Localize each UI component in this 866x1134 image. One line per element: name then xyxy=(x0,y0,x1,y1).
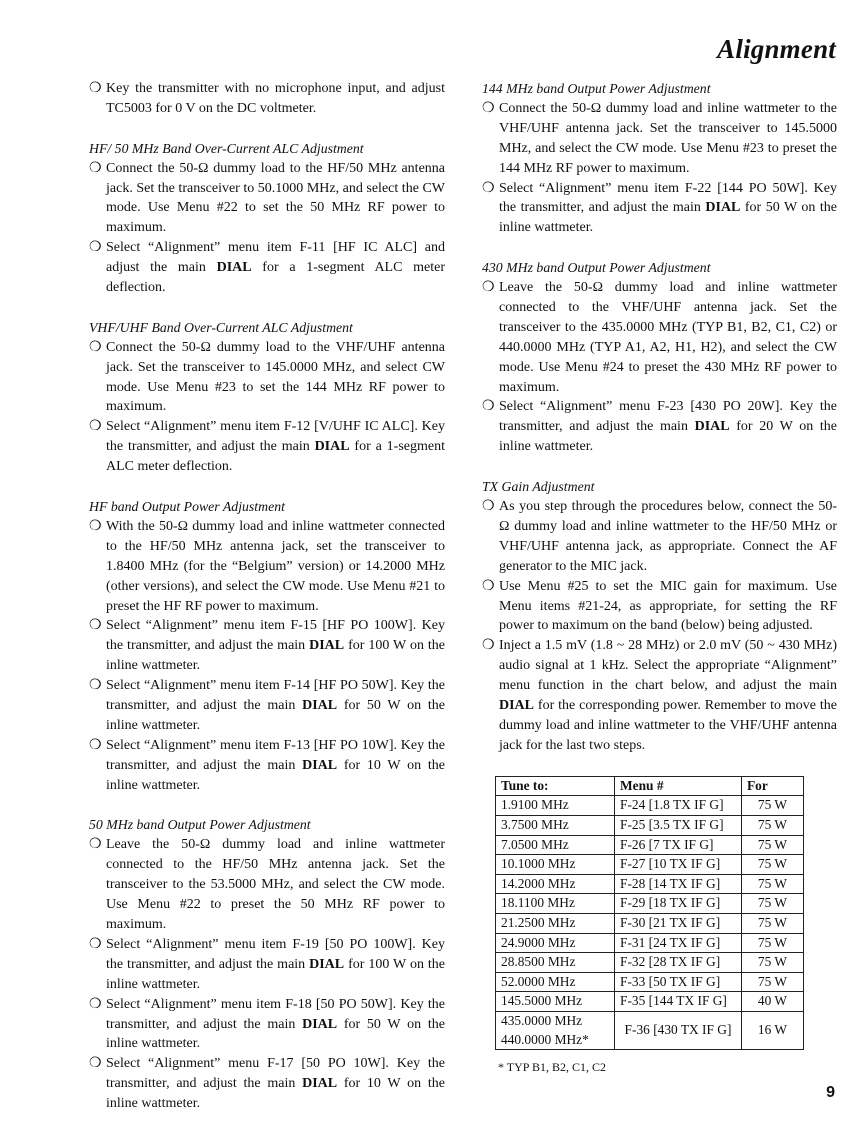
circle-bullet-icon: ❍ xyxy=(89,618,102,634)
list-item xyxy=(482,397,837,457)
cell-tune-line: 440.0000 MHz* xyxy=(501,1031,589,1047)
list-item xyxy=(89,517,445,617)
cell-for: 75 W xyxy=(742,933,804,953)
list-item-text xyxy=(499,179,837,239)
list-item xyxy=(89,676,445,736)
list-item-text xyxy=(499,577,837,637)
list-item-text xyxy=(106,835,445,935)
table-row xyxy=(496,1011,804,1049)
list-item xyxy=(89,835,445,935)
page-title: Alignment xyxy=(717,34,836,64)
cell-menu: F-28 [14 TX IF G] xyxy=(615,874,742,894)
list-item xyxy=(482,497,837,577)
cell-menu: F-26 [7 TX IF G] xyxy=(615,835,742,855)
table-row xyxy=(496,992,804,1012)
table-header-row xyxy=(496,776,804,796)
list-item-text xyxy=(499,397,837,457)
section-heading: 50 MHz band Output Power Adjustment xyxy=(89,817,311,833)
circle-bullet-icon: ❍ xyxy=(482,499,495,514)
list-item xyxy=(89,616,445,676)
text-segment: Select “Alignment” menu item F-22 [144 PO 50W]. Key the transmitter, and adjust the main xyxy=(499,180,837,216)
text-segment: Leave the 50-Ω dummy load and inline wattmeter connected to the VHF/UHF antenna jack. Set the transceiver to the 435.0000 MHz (TYP B1, B2, C1, C2) or 440.0000 MHz (TYP A1, A2, H1, H2), and select the CW mode. Use Menu #24 to preset the 430 MHz RF power to maximum. xyxy=(499,280,837,395)
circle-bullet-icon: ❍ xyxy=(89,678,102,694)
list-item xyxy=(89,159,445,239)
cell-for: 75 W xyxy=(742,913,804,933)
text-segment: Select “Alignment” menu item F-12 [V/UHF IC ALC]. Key the transmitter, and adjust the main xyxy=(106,419,445,455)
table-body xyxy=(496,796,804,1050)
cell-menu: F-32 [28 TX IF G] xyxy=(615,953,742,973)
list-item xyxy=(482,179,837,239)
circle-bullet-icon: ❍ xyxy=(482,100,495,116)
text-segment: for 50 W on the inline wattmeter. xyxy=(106,698,445,733)
section-heading: HF band Output Power Adjustment xyxy=(89,498,285,514)
section-heading: 144 MHz band Output Power Adjustment xyxy=(482,81,711,96)
table-row xyxy=(496,913,804,933)
text-segment: As you step through the procedures below, connect the 50-Ω dummy load and inline wattmeter to the HF/50 MHz or VHF/UHF antenna jack, as appropriate. Connect the AF generator to the MIC jack. xyxy=(499,499,837,574)
circle-bullet-icon: ❍ xyxy=(89,936,102,952)
list-item-text xyxy=(499,278,837,397)
section-intro xyxy=(89,79,445,119)
bold-term: DIAL xyxy=(499,698,535,714)
text-segment: Connect the 50-Ω dummy load to the VHF/UHF antenna jack. Set the transceiver to 145.0000 MHz, and select CW mode. Use Menu #23 to set the 144 MHz RF power to maximum. xyxy=(106,339,445,415)
circle-bullet-icon: ❍ xyxy=(482,578,495,594)
circle-bullet-icon: ❍ xyxy=(89,737,102,753)
list-item xyxy=(482,278,837,397)
circle-bullet-icon: ❍ xyxy=(482,638,495,654)
tx-gain-table xyxy=(495,776,804,1050)
bold-term: DIAL xyxy=(694,419,730,435)
cell-menu: F-36 [430 TX IF G] xyxy=(615,1011,742,1049)
list-item xyxy=(89,995,445,1055)
left-column xyxy=(89,79,445,1134)
bold-term: DIAL xyxy=(302,698,338,714)
list-item-text xyxy=(106,676,445,736)
section-heading: TX Gain Adjustment xyxy=(482,479,595,495)
cell-for: 75 W xyxy=(742,815,804,835)
table-row xyxy=(496,855,804,875)
cell-menu: F-27 [10 TX IF G] xyxy=(615,855,742,875)
text-segment: for 100 W on the inline wattmeter. xyxy=(106,638,445,674)
section-hf-power xyxy=(89,497,445,796)
bold-term: DIAL xyxy=(216,260,252,276)
bold-term: DIAL xyxy=(302,1016,338,1032)
bold-term: DIAL xyxy=(309,956,345,972)
circle-bullet-icon: ❍ xyxy=(89,837,102,853)
cell-tune: 145.5000 MHz xyxy=(496,992,615,1012)
section-144mhz-power xyxy=(482,79,837,238)
cell-tune: 3.7500 MHz xyxy=(496,815,615,835)
cell-menu: F-30 [21 TX IF G] xyxy=(615,913,742,933)
cell-tune: 21.2500 MHz xyxy=(496,913,615,933)
text-segment: for 10 W on the inline wattmeter. xyxy=(106,1076,445,1112)
text-segment: Leave the 50-Ω dummy load and inline wattmeter connected to the HF/50 MHz antenna jack. Set the transceiver to the 53.5000 MHz, and select the CW mode. Use Menu #22 to preset the 50 MHz RF power to maximum. xyxy=(106,837,445,932)
header-menu: Menu # xyxy=(615,776,742,796)
bold-term: DIAL xyxy=(705,200,741,216)
cell-tune: 24.9000 MHz xyxy=(496,933,615,953)
table-footnote: * TYP B1, B2, C1, C2 xyxy=(498,1060,607,1075)
cell-tune: 18.1100 MHz xyxy=(496,894,615,914)
list-item-text xyxy=(106,517,445,617)
list-item-text xyxy=(106,1054,445,1114)
table-row xyxy=(496,796,804,816)
list-item-text xyxy=(106,417,445,477)
text-segment: Connect the 50-Ω dummy load and inline wattmeter to the VHF/UHF antenna jack. Set the transceiver to 145.5000 MHz, and select the CW mode. Use Menu #23 to preset the 144 MHz RF power to maximum. xyxy=(499,100,837,176)
cell-for: 75 W xyxy=(742,835,804,855)
text-segment: Select “Alignment” menu item F-14 [HF PO 50W]. Key the transmitter, and adjust the main xyxy=(106,678,445,714)
section-hf50-alc xyxy=(89,139,445,298)
table-row xyxy=(496,835,804,855)
text-segment: Inject a 1.5 mV (1.8 ~ 28 MHz) or 2.0 mV (50 ~ 430 MHz) audio signal at 1 kHz. Select the appropriate “Alignment” menu function in the chart below, and adjust the main xyxy=(499,638,837,694)
cell-for: 75 W xyxy=(742,874,804,894)
text-segment: for 100 W on the inline wattmeter. xyxy=(106,956,445,992)
text-segment: Connect the 50-Ω dummy load to the HF/50 MHz antenna jack. Set the transceiver to 50.1000 MHz, and select the CW mode. Use Menu #22 to set the 50 MHz RF power to maximum. xyxy=(106,160,445,236)
bold-term: DIAL xyxy=(309,638,345,654)
list-item xyxy=(482,636,837,755)
text-segment: for the corresponding power. Remember to move the dummy load and inline wattmeter to the VHF/UHF antenna jack for the last two steps. xyxy=(499,698,837,753)
cell-tune: 7.0500 MHz xyxy=(496,835,615,855)
cell-menu: F-25 [3.5 TX IF G] xyxy=(615,815,742,835)
section-vuhf-alc xyxy=(89,318,445,477)
section-430mhz-power xyxy=(482,258,837,457)
cell-for: 75 W xyxy=(742,972,804,992)
section-heading: VHF/UHF Band Over-Current ALC Adjustment xyxy=(89,319,353,335)
cell-menu: F-33 [50 TX IF G] xyxy=(615,972,742,992)
bold-term: DIAL xyxy=(302,1076,338,1092)
circle-bullet-icon: ❍ xyxy=(89,240,102,256)
cell-for: 75 W xyxy=(742,855,804,875)
cell-tune: 1.9100 MHz xyxy=(496,796,615,816)
circle-bullet-icon: ❍ xyxy=(89,996,102,1012)
cell-tune: 14.2000 MHz xyxy=(496,874,615,894)
table-row xyxy=(496,874,804,894)
circle-bullet-icon: ❍ xyxy=(89,81,102,96)
cell-tune-line: 435.0000 MHz xyxy=(501,1012,583,1028)
text-segment: Select “Alignment” menu item F-13 [HF PO 10W]. Key the transmitter, and adjust the main xyxy=(106,737,445,773)
cell-for: 40 W xyxy=(742,992,804,1012)
circle-bullet-icon: ❍ xyxy=(89,1056,102,1072)
cell-menu: F-24 [1.8 TX IF G] xyxy=(615,796,742,816)
bold-term: DIAL xyxy=(314,439,350,455)
text-segment: Select “Alignment” menu F-17 [50 PO 10W]. Key the transmitter, and adjust the main xyxy=(106,1056,445,1092)
text-segment: Select “Alignment” menu item F-11 [HF IC ALC] and adjust the main xyxy=(106,240,445,276)
circle-bullet-icon: ❍ xyxy=(89,339,102,355)
text-segment: Use Menu #25 to set the MIC gain for maximum. Use Menu items #21-24, as appropriate, for setting the RF power to maximum on the band (below) being adjusted. xyxy=(499,578,837,634)
table-row xyxy=(496,953,804,973)
list-item xyxy=(89,417,445,477)
list-item-text xyxy=(499,636,837,755)
list-item-text xyxy=(106,935,445,995)
text-segment: Key the transmitter with no microphone input, and adjust TC5003 for 0 V on the DC voltmeter. xyxy=(106,81,445,116)
right-column xyxy=(482,79,837,1078)
list-item-text xyxy=(106,616,445,676)
circle-bullet-icon: ❍ xyxy=(482,180,495,196)
list-item xyxy=(89,338,445,418)
text-segment: Select “Alignment” menu item F-18 [50 PO 50W]. Key the transmitter, and adjust the main xyxy=(106,996,445,1032)
list-item-text xyxy=(499,99,837,179)
circle-bullet-icon: ❍ xyxy=(89,160,102,176)
bold-term: DIAL xyxy=(302,757,338,773)
circle-bullet-icon: ❍ xyxy=(89,518,102,534)
table-row xyxy=(496,972,804,992)
table-row xyxy=(496,894,804,914)
list-item-text xyxy=(106,159,445,239)
circle-bullet-icon: ❍ xyxy=(482,399,495,415)
cell-tune xyxy=(496,1011,615,1049)
list-item-text xyxy=(106,995,445,1055)
cell-for: 75 W xyxy=(742,953,804,973)
text-segment: for 50 W on the inline wattmeter. xyxy=(499,200,837,236)
cell-for: 16 W xyxy=(742,1011,804,1049)
list-item xyxy=(89,1054,445,1114)
list-item xyxy=(89,736,445,796)
cell-tune: 28.8500 MHz xyxy=(496,953,615,973)
text-segment: for a 1-segment ALC meter deflection. xyxy=(106,439,445,475)
section-heading: HF/ 50 MHz Band Over-Current ALC Adjustment xyxy=(89,140,364,156)
header-tune-to: Tune to: xyxy=(496,776,615,796)
list-item-text xyxy=(106,736,445,796)
page-number: 9 xyxy=(826,1084,835,1101)
list-item xyxy=(89,79,445,119)
circle-bullet-icon: ❍ xyxy=(89,419,102,435)
text-segment: With the 50-Ω dummy load and inline wattmeter connected to the HF/50 MHz antenna jack, set the transceiver to 1.8400 MHz (for the “Belgium” version) or 14.2000 MHz (other versions), and select the CW mode. Use Menu #21 to preset the HF RF power to maximum. xyxy=(106,518,445,614)
table-row xyxy=(496,815,804,835)
list-item-text xyxy=(106,238,445,298)
section-tx-gain xyxy=(482,477,837,756)
cell-menu: F-31 [24 TX IF G] xyxy=(615,933,742,953)
text-segment: Select “Alignment” menu item F-15 [HF PO 100W]. Key the transmitter, and adjust the main xyxy=(106,618,445,654)
text-segment: for a 1-segment ALC meter deflection. xyxy=(106,260,446,296)
cell-for: 75 W xyxy=(742,894,804,914)
text-segment: Select “Alignment” menu F-23 [430 PO 20W]. Key the transmitter, and adjust the main xyxy=(499,399,837,435)
list-item xyxy=(482,99,837,179)
section-50mhz-power xyxy=(89,815,445,1114)
list-item xyxy=(89,238,445,298)
cell-tune: 10.1000 MHz xyxy=(496,855,615,875)
list-item xyxy=(89,935,445,995)
table-row xyxy=(496,933,804,953)
text-segment: for 50 W on the inline wattmeter. xyxy=(106,1016,445,1052)
list-item-text xyxy=(106,338,445,418)
text-segment: Select “Alignment” menu item F-19 [50 PO 100W]. Key the transmitter, and adjust the main xyxy=(106,936,445,972)
text-segment: for 10 W on the inline wattmeter. xyxy=(106,757,445,793)
cell-tune: 52.0000 MHz xyxy=(496,972,615,992)
cell-menu: F-29 [18 TX IF G] xyxy=(615,894,742,914)
list-item-text xyxy=(106,79,445,119)
cell-for: 75 W xyxy=(742,796,804,816)
list-item xyxy=(482,577,837,637)
text-segment: for 20 W on the inline wattmeter. xyxy=(499,419,837,455)
header-for: For xyxy=(742,776,804,796)
list-item-text xyxy=(499,497,837,577)
section-heading: 430 MHz band Output Power Adjustment xyxy=(482,260,711,276)
circle-bullet-icon: ❍ xyxy=(482,280,495,296)
cell-menu: F-35 [144 TX IF G] xyxy=(615,992,742,1012)
